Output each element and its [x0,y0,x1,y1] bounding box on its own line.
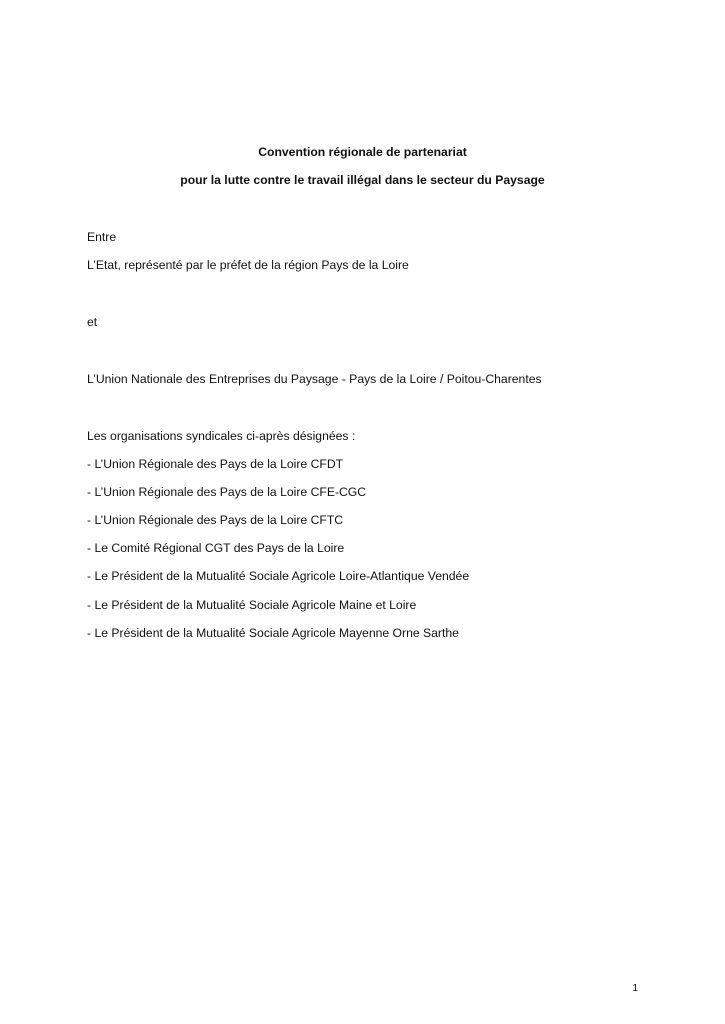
unep-party: L’Union Nationale des Entreprises du Paysage - Pays de la Loire / Poitou-Charentes [87,372,542,386]
list-item: - Le Comité Régional CGT des Pays de la Loire [87,541,345,555]
list-item: - Le Président de la Mutualité Sociale Agricole Mayenne Orne Sarthe [87,626,459,640]
list-item: - L’Union Régionale des Pays de la Loire CFDT [87,457,344,471]
document-title: Convention régionale de partenariat [258,145,467,159]
page-number: 1 [632,983,638,994]
document-subtitle: pour la lutte contre le travail illégal dans le secteur du Paysage [180,173,545,187]
list-item: - Le Président de la Mutualité Sociale Agricole Maine et Loire [87,598,417,612]
entre-text: Entre [87,230,117,244]
list-item: - L’Union Régionale des Pays de la Loire CFTC [87,513,344,527]
syndicats-intro: Les organisations syndicales ci-après désignées : [87,429,356,443]
et-text: et [87,315,98,329]
etat-party: L’Etat, représenté par le préfet de la région Pays de la Loire [87,258,409,272]
list-item: - L’Union Régionale des Pays de la Loire CFE-CGC [87,485,367,499]
list-item: - Le Président de la Mutualité Sociale Agricole Loire-Atlantique Vendée [87,569,470,583]
